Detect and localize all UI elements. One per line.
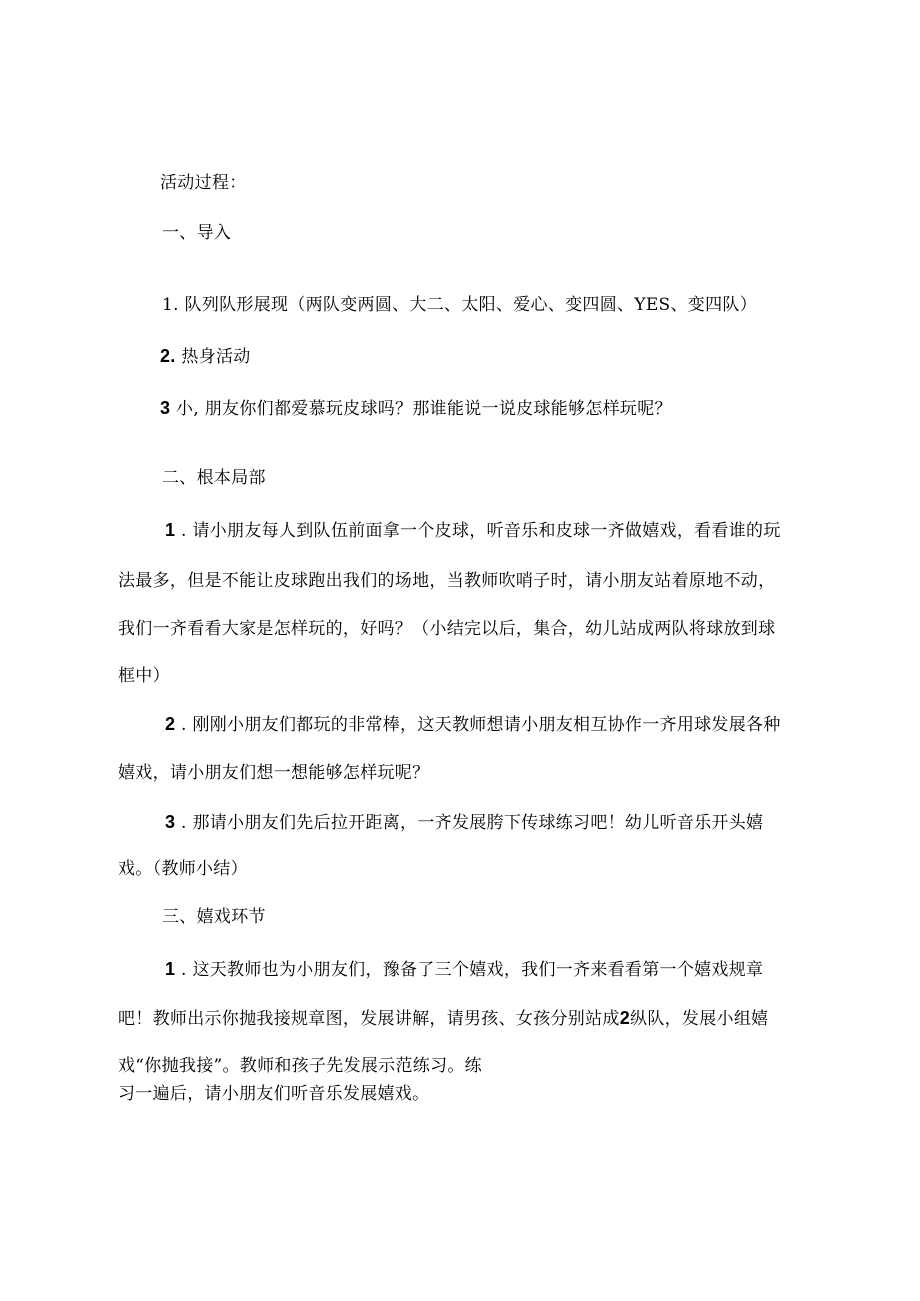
section-3-para-1-line-1 [165, 958, 763, 981]
section-2-para-1-line-2: 法最多，但是不能让皮球跑出我们的场地，当教师吹哨子时，请小朋友站着原地不动， [118, 571, 776, 591]
section-1-item-2 [160, 345, 251, 368]
line-text: 纵队，发展小组嬉 [630, 1009, 769, 1029]
item-number: 1 [165, 520, 176, 540]
item-number: 3 [160, 398, 171, 418]
section-3-para-1-line-3: 戏“你抛我接”。教师和孩子先发展示范练习。练 [118, 1056, 482, 1076]
line-text: 吧！教师出示你抛我接规章图，发展讲解，请男孩、女孩分别站成 [118, 1009, 620, 1029]
section-3-para-1-line-2 [118, 1007, 768, 1030]
item-text: . 请小朋友每人到队伍前面拿一个皮球，听音乐和皮球一齐做嬉戏，看看谁的玩 [181, 521, 781, 541]
item-text: . 那请小朋友们先后拉开距离，一齐发展胯下传球练习吧！幼儿听音乐开头嬉 [181, 813, 764, 833]
section-3-title: 三、嬉戏环节 [162, 907, 266, 927]
item-text: . 这天教师也为小朋友们，豫备了三个嬉戏，我们一齐来看看第一个嬉戏规章 [181, 960, 764, 980]
item-number: 2. [160, 346, 176, 366]
section-1-item-1: 1. 队列队形展现（两队变两圆、大二、太阳、爱心、变四圆、YES、变四队） [162, 295, 757, 315]
section-3-para-1-line-4: 习一遍后，请小朋友们听音乐发展嬉戏。 [118, 1084, 430, 1104]
section-2-para-1-line-3: 我们一齐看看大家是怎样玩的，好吗？（小结完以后，集合，幼儿站成两队将球放到球 [118, 619, 776, 639]
section-1-item-3 [160, 397, 672, 420]
item-number: 1 [165, 959, 176, 979]
item-number: 2 [165, 714, 176, 734]
item-number: 3 [165, 812, 176, 832]
item-text: 热身活动 [181, 347, 251, 367]
item-text: . 刚刚小朋友们都玩的非常棒，这天教师想请小朋友相互协作一齐用球发展各种 [181, 715, 781, 735]
section-2-para-3-line-2: 戏。（教师小结） [118, 859, 248, 879]
section-2-title: 二、根本局部 [162, 468, 266, 488]
section-2-para-2-line-1 [165, 713, 781, 736]
item-text: 小, 朋友你们都爱慕玩皮球吗？那谁能说一说皮球能够怎样玩呢？ [176, 399, 672, 419]
section-2-para-1-line-4: 框中） [118, 666, 170, 686]
section-2-para-2-line-2: 嬉戏，请小朋友们想一想能够怎样玩呢？ [118, 763, 430, 783]
section-heading: 活动过程： [160, 173, 247, 193]
section-2-para-3-line-1 [165, 811, 763, 834]
section-2-para-1-line-1 [165, 519, 781, 542]
inline-number: 2 [619, 1008, 631, 1028]
section-1-title: 一、导入 [162, 223, 232, 243]
